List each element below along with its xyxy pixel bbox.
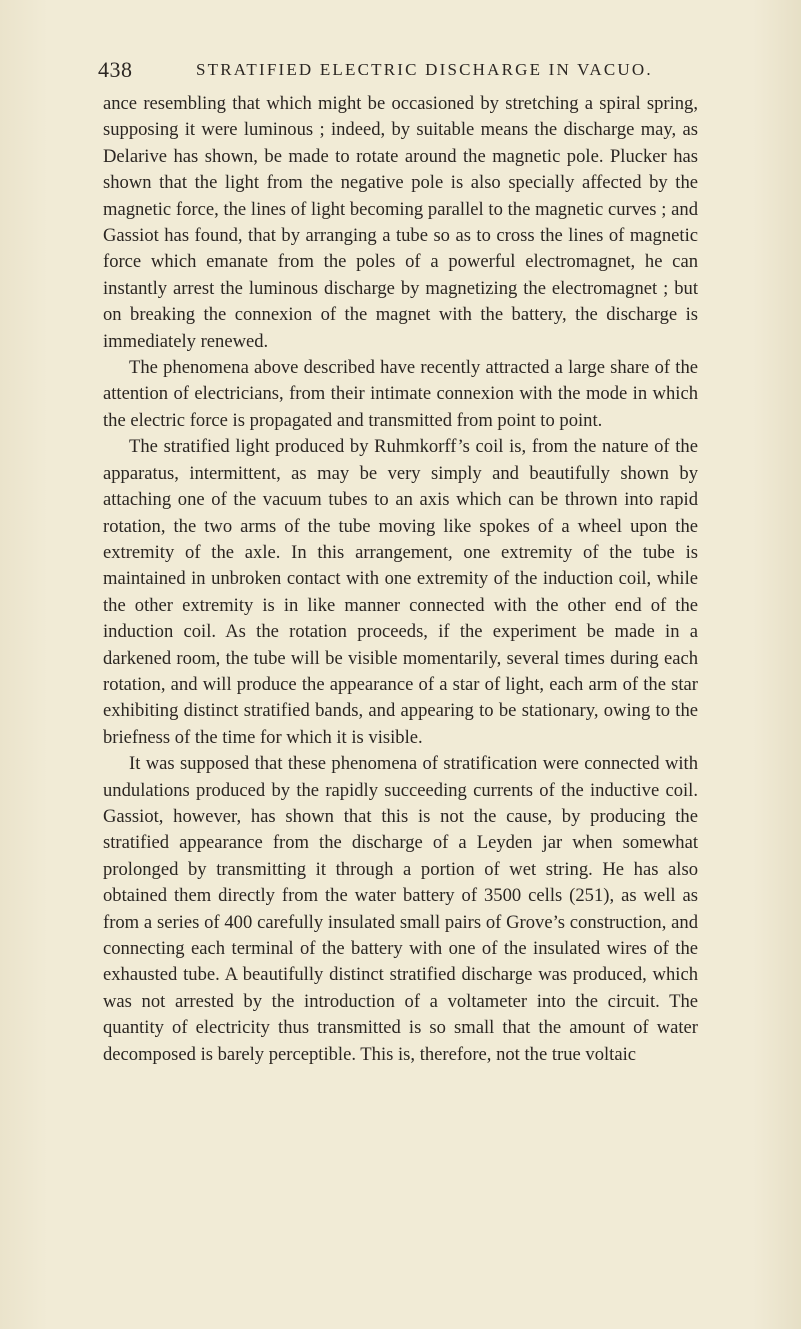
page-number: 438	[98, 57, 133, 82]
body-text	[103, 91, 698, 1068]
paragraph: It was supposed that these phenomena of stratification were connected with undulations produced by the rapidly succeeding currents of the inductive coil. Gassiot, however, has shown that this is not the cause, by producing the stratified appearance from the discharge of a Leyden jar when somewhat prolonged by transmitting it through a portion of wet string. He has also obtained them directly from the water battery of 3500 cells (251), as well as from a series of 400 carefully insulated small pairs of Grove’s construction, and connecting each terminal of the battery with one of the insulated wires of the exhausted tube. A beautifully distinct stratified discharge was produced, which was not arrested by the introduction of a voltameter into the circuit. The quantity of electricity thus transmitted is so small that the amount of water decomposed is barely perceptible. This is, therefore, not the true voltaic	[103, 753, 698, 1065]
page-header	[98, 55, 658, 85]
paragraph-continuation: ance resembling that which might be occasioned by stretching a spiral spring, supposing it were luminous ; indeed, by suitable means the discharge may, as Delarive has shown, be made to rotate around the magnetic pole. Plucker has shown that the light from the negative pole is also specially affected by the magnetic force, the lines of light becoming parallel to the magnetic curves ; and Gassiot has found, that by arranging a tube so as to cross the lines of magnetic force which emanate from the poles of a powerful electromagnet, he can instantly arrest the luminous discharge by magnetizing the electromagnet ; but on breaking the connexion of the magnet with the battery, the discharge is immediately renewed.	[103, 93, 698, 352]
paragraph: The stratified light produced by Ruhmkorff’s coil is, from the nature of the apparatus, intermittent, as may be very simply and beautifully shown by attaching one of the vacuum tubes to an axis which can be thrown into rapid rotation, the two arms of the tube moving like spokes of a wheel upon the extremity of the axle. In this arrangement, one extremity of the tube is maintained in unbroken contact with one extremity of the induction coil, while the other extremity is in like manner connected with the other end of the induction coil. As the rotation proceeds, if the experiment be made in a darkened room, the tube will be visible momentarily, several times during each rotation, and will produce the appearance of a star of light, each arm of the star exhibiting distinct stratified bands, and appearing to be stationary, owing to the briefness of the time for which it is visible.	[103, 436, 698, 748]
running-head: STRATIFIED ELECTRIC DISCHARGE IN VACUO.	[196, 60, 653, 79]
paragraph: The phenomena above described have recently attracted a large share of the attention of electricians, from their intimate connexion with the mode in which the electric force is propagated and transmitted from point to point.	[103, 357, 698, 431]
